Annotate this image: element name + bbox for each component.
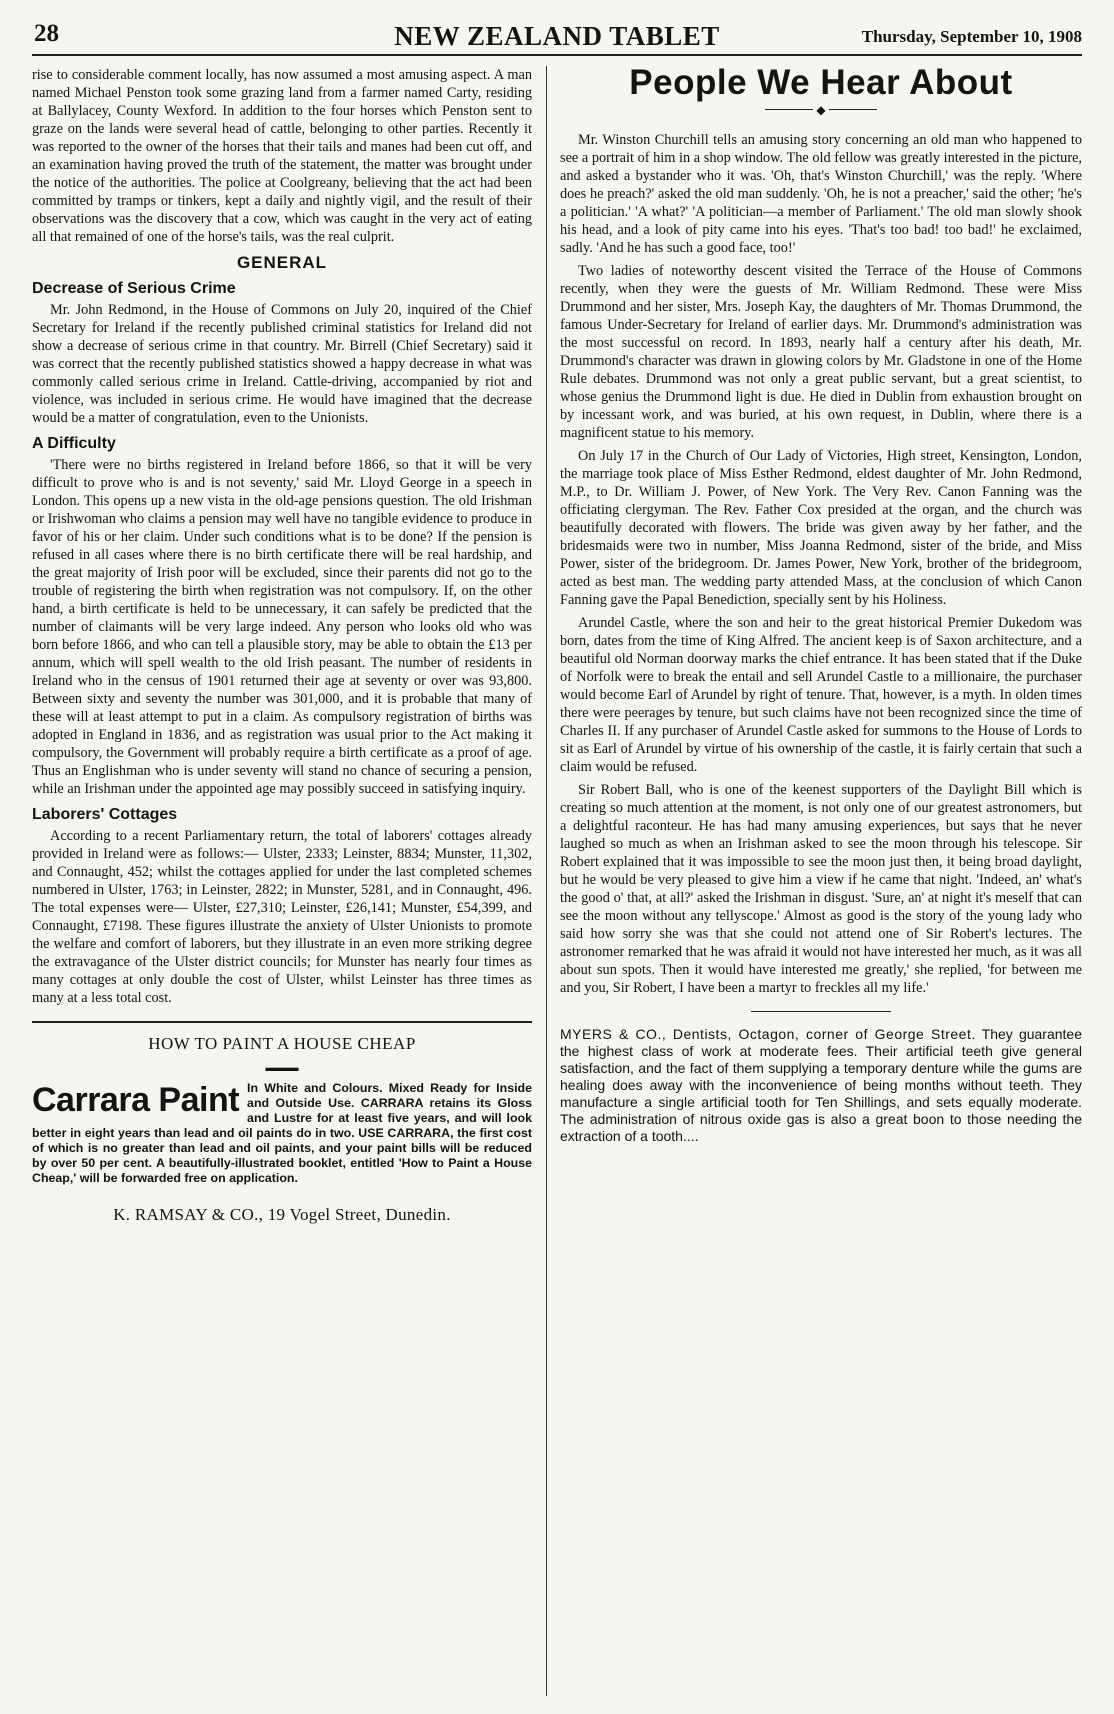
right-column [560, 66, 1082, 1696]
newspaper-title: NEW ZEALAND TABLET [394, 21, 720, 51]
title-ornament [560, 100, 1082, 119]
continued-article-text: rise to considerable comment locally, has now assumed a most amusing aspect. A man named Michael Penston took some grazing land from a farmer named Carty, residing at Ballylacey, County Wexford. In addition to the four horses which Penston sent to graze on the lands were several head of cattle, belonging to other parties. Recently it was reported to the owner of the horses that their tails and manes had been cut off, and an examination having proved the truth of the statement, the matter was brought under the notice of the authorities. The police at Coolgreany, believing that the act had been committed by tramps or tinkers, kept a daily and nightly vigil, and the result of their observations was the discovery that a cow, which was caught in the very act of eating all that remained of one of the horse's tails, was the real culprit. [32, 67, 532, 245]
diamond-icon: ◆ [816, 102, 826, 117]
page-number: 28 [34, 20, 59, 47]
issue-date: Thursday, September 10, 1908 [861, 27, 1082, 46]
laborers-cottages-heading: Laborers' Cottages [32, 806, 178, 823]
myers-advert-heading: MYERS & CO., Dentists, Octagon, corner of George Street. [560, 1025, 976, 1042]
advert-brand: Carrara Paint [32, 1081, 240, 1119]
difficulty-text: 'There were no births registered in Ireland before 1866, so that it will be very difficult to prove who is and is not seventy,' said Mr. Lloyd George in a speech in London. This opens up a new vista in the old-age pensions question. The old Irishman or Irishwoman who claims a pension may well have no tangible evidence to produce in favor of his or her claim. Under such conditions what is to be done? If the pension is refused in all cases where there is no birth certificate there will be real hardship, and the great majority of Irish poor will be excluded, since their parents did not go to the trouble of registering the birth when registration was not compulsory. If, on the other hand, a birth certificate is held to be unnecessary, it can safely be predicted that the number of claimants will be very large indeed. Any person who looks old who was born before 1866, and who can tell a plausible story, may be able to obtain the £13 per annum, which will spell wealth to the old Irish peasant. The number of residents in Ireland who in the census of 1901 returned their age at seventy or over was 93,800. Between sixty and seventy the number was 301,000, and it is probable that many of these will at least attempt to put in a claim. As compulsory registration of births was adopted in England in 1836, and as registration was usual prior to the Act making it compulsory, the Government will probably require a birth certificate as a proof of age. Thus an Englishman who is under seventy will stand no chance of securing a pension, while an Irishman under the appointed age may possibly succeed in satisfying inquiry. [32, 457, 532, 797]
advert-address: K. RAMSAY & CO., 19 Vogel Street, Dunedin. [113, 1205, 451, 1224]
decrease-crime-heading: Decrease of Serious Crime [32, 280, 236, 297]
short-divider [751, 1011, 891, 1012]
redmond-wedding-story: On July 17 in the Church of Our Lady of Victories, High street, Kensington, London, the marriage took place of Miss Esther Redmond, eldest daughter of Mr. John Redmond, M.P., to Dr. William J. Power, of New York. The Very Rev. Canon Fanning was the officiating clergyman. The Rev. Father Cox presided at the organ, and the church was beautifully decorated with flowers. The bride was given away by her father, and the bridesmaids were two in number, Miss Joanna Redmond, sister of the bride, and Miss Power, sister of the bridegroom. Dr. James Power, New York, brother of the bridegroom, acted as best man. The wedding party attended Mass, at the conclusion of which Canon Fanning gave the Papal Benediction, specially sent by his Holiness. [560, 447, 1082, 608]
general-heading: GENERAL [236, 253, 328, 272]
masthead [32, 18, 1082, 56]
arundel-castle-story: Arundel Castle, where the son and heir to the great historical Premier Dukedom was born, dates from the time of King Alfred. The ancient keep is of Saxon architecture, and a beautiful old Norman doorway marks the chief entrance. It has been stated that if the Duke of Norfolk were to break the entail and sell Arundel Castle to a millionaire, the purchaser would become Earl of Arundel by right of tenure. That, however, is a myth. In olden times there were peerages by tenure, but such claims have not been recognized since the time of Charles II. If any purchaser of Arundel Castle asked for summons to the House of Lords to sit as Earl of Arundel by virtue of his ownership of the castle, it is fairly certain that such a claim would be refused. [560, 614, 1082, 775]
newspaper-page [32, 18, 1082, 1698]
churchill-story: Mr. Winston Churchill tells an amusing story concerning an old man who happened to see a portrait of him in a shop window. The old fellow was greatly interested in the picture, and asked a bystander who it was. 'Oh, that's Winston Churchill,' was the reply. 'Where does he preach?' asked the old man suddenly. 'Oh, he is not a preacher,' said the other; 'he's a politician.' 'A what?' 'A politician—a member of Parliament.' The old man slowly shook his head, and a look of pity came into his eyes. 'That's too bad! too bad!' he exclaimed, sadly. 'And he has such a good face, too!' [560, 131, 1082, 256]
carrara-paint-advert [32, 1035, 532, 1224]
advert-body [32, 1081, 532, 1186]
myers-dentists-advert [560, 1026, 1082, 1145]
difficulty-heading: A Difficulty [32, 435, 116, 452]
section-title: People We Hear About [629, 66, 1013, 102]
column-rule [546, 66, 547, 1696]
decrease-crime-text: Mr. John Redmond, in the House of Commons on July 20, inquired of the Chief Secretary for Ireland if the recently published criminal statistics for Ireland did not show a decrease of serious crime in that country. Mr. Birrell (Chief Secretary) said it was correct that the recently published statistics showed a happy decrease in what was commonly called serious crime in Ireland. Cattle-driving, accompanied by riot and violence, was included in serious crime. He would have imagined that the decrease would be a matter of congratulation, even to the Unionists. [32, 302, 532, 426]
robert-ball-story: Sir Robert Ball, who is one of the keenest supporters of the Daylight Bill which is creating so much attention at the moment, is not only one of our greatest astronomers, but a delightful raconteur. He has had many amusing experiences, but says that he never laughed so much as when an Irishman asked to see the moon through his telescope. Sir Robert explained that it was impossible to see the moon just then, it being broad daylight, but he would be very pleased to give him a view if he came that night. 'Indeed, an' what's the good o' that, at all?' asked the Irishman in disgust. 'Sure, an' at night it's meself that can see the moon without any tellyscope.' Almost as good is the story of the young lady who said how sorry she was that she could not attend one of Sir Robert's lectures. The astronomer remarked that he was afraid it would not have interested her much, as it was all about sun spots. Then it would have interested me greatly,' she replied, 'for between me and you, Sir Robert, I have been a martyr to freckles all my life.' [560, 781, 1082, 996]
laborers-cottages-text: According to a recent Parliamentary return, the total of laborers' cottages already provided in Ireland were as follows:— Ulster, 2333; Leinster, 8834; Munster, 11,302, and Connaught, 452; whilst the cottages applied for under the last completed schemes numbered in Ulster, 1763; in Leinster, 2822; in Munster, 5281, and in Connaught, 496. The total expenses were— Ulster, £27,310; Leinster, £26,141; Munster, £54,399, and Connaught, £7198. These figures illustrate the anxiety of Ulster Unionists to promote the welfare and comfort of laborers, but they illustrate in an even more striking degree the extravagance of the Ulster district councils; for Munster has nearly four times as many cottages at only double the cost of Ulster, whilst Leinster has three times as many at a less total cost. [32, 828, 532, 1006]
myers-advert-text: They guarantee the highest class of work at moderate fees. Their artificial teeth give general satisfaction, and the fact of them supplying a temporary denture while the gums are healing does away with the inconvenience of being months without teeth. They manufacture a single artificial tooth for Ten Shillings, and sets equally moderate. The administration of nitrous oxide gas is also a great boon to those needing the extraction of a tooth.... [560, 1025, 1082, 1144]
advert-title: HOW TO PAINT A HOUSE CHEAP [148, 1034, 416, 1053]
left-column [32, 66, 532, 1696]
advert-text: In White and Colours. Mixed Ready for Inside and Outside Use. CARRARA retains its Gloss and Lustre for at least five years, and will look better in eight years than lead and oil paints do in two. USE CARRARA, the first cost of which is no greater than lead and oil paints, and your paint bills will be reduced by over 50 per cent. A beautifully-illustrated booklet, entitled 'How to Paint a House Cheap,' will be forwarded free on application. [32, 1081, 532, 1185]
advert-ornament: ▬▬▬ [265, 1062, 299, 1074]
section-divider [32, 1021, 532, 1023]
drummond-story: Two ladies of noteworthy descent visited the Terrace of the House of Commons recently, when they were the guests of Mr. William Redmond. These were Miss Drummond and her sister, Mrs. Joseph Kay, the daughters of Mr. Thomas Drummond, the famous Under-Secretary for Ireland of earlier days. Mr. Drummond's administration was the most successful on record. In 1893, nearly half a century after his death, Mr. Drummond's character was drawn in glowing colors by Mr. Gladstone in one of the Home Rule debates. Drummond was not only a great public servant, but a great scientist, to whose genius the Drummond light is due. He died in Dublin from exhaustion brought on by incessant work, and was buried, at his own request, in Dublin, where there is a magnificent statue to his memory. [560, 262, 1082, 441]
